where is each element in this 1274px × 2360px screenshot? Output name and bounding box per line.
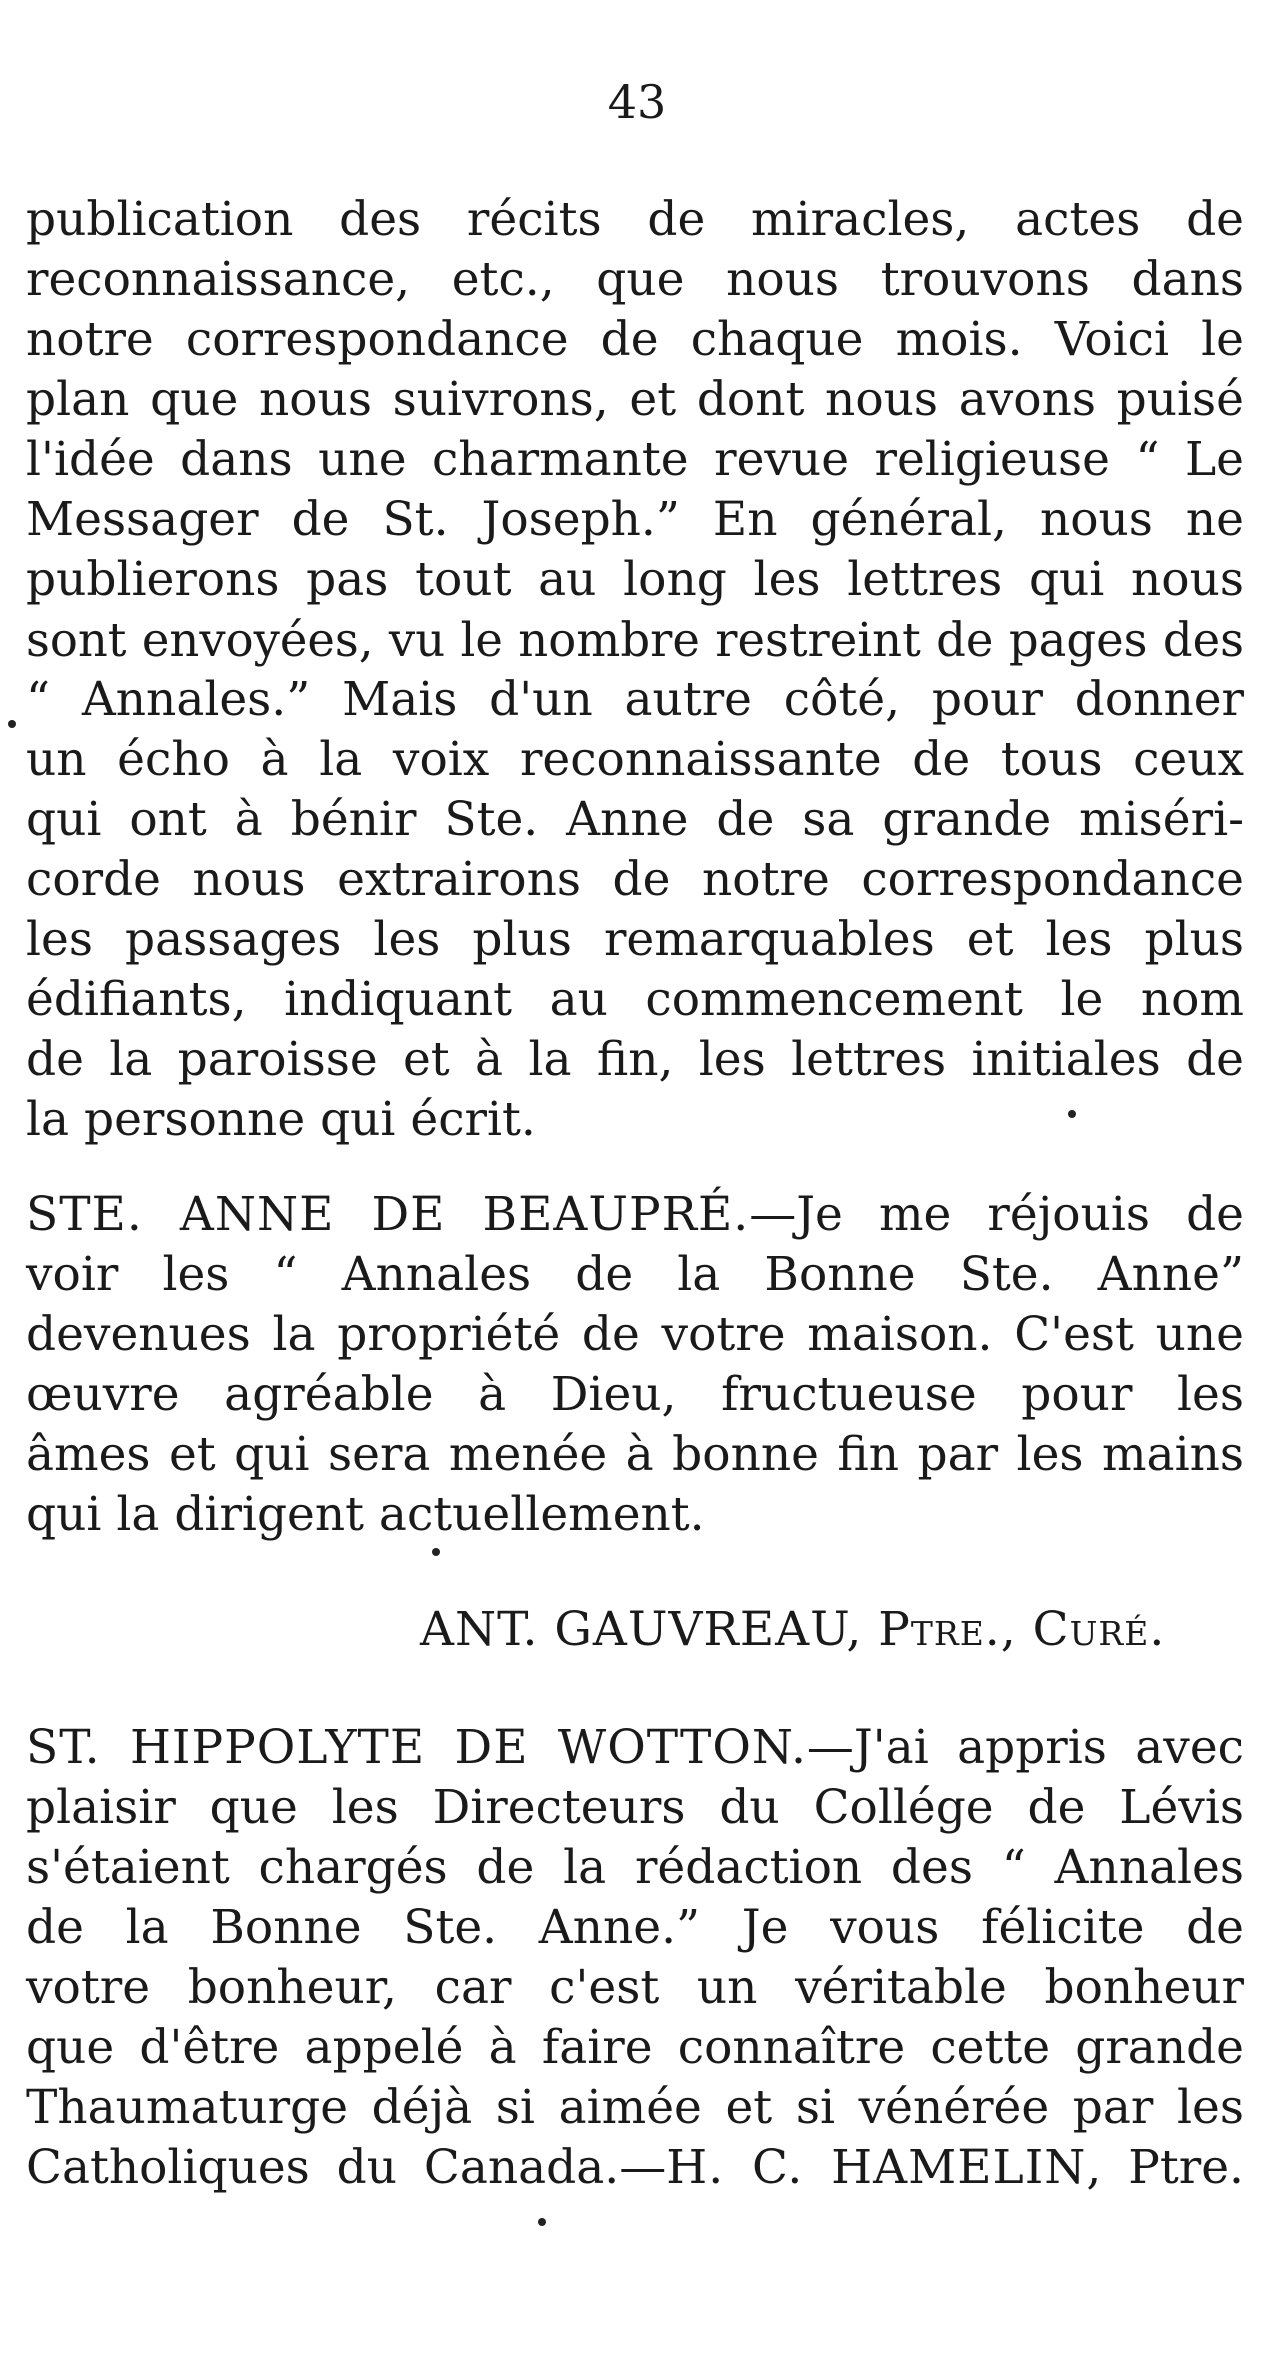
letter-signature: H. C. HAMELIN <box>666 2140 1087 2195</box>
intro-line: les passages les plus remarquables et les plus <box>26 912 1244 967</box>
intro-line: sont envoyées, vu le nombre restreint de pages des <box>26 613 1244 667</box>
letter-st-hippolyte-de-wotton <box>26 1718 1244 2198</box>
intro-line: Messager de St. Joseph.” En général, nous ne <box>26 492 1244 547</box>
intro-line: reconnaissance, etc., que nous trouvons dans <box>26 252 1244 307</box>
intro-line: de la paroisse et à la fin, les lettres initiales de <box>26 1032 1244 1087</box>
letter-line: qui la dirigent actuellement. <box>26 1487 705 1542</box>
letter-line: Thaumaturge déjà si aimée et si vénérée par les <box>26 2080 1244 2135</box>
letter-line: œuvre agréable à Dieu, fructueuse pour les <box>26 1367 1244 1422</box>
letter-place: STE. ANNE DE BEAUPRÉ. <box>26 1187 750 1242</box>
letter-line: plaisir que les Directeurs du Collége de Lévis <box>26 1780 1244 1835</box>
letter-last-line-text: Catholiques du Canada.— <box>26 2140 667 2195</box>
print-speck <box>538 2218 546 2226</box>
letter-line: devenues la propriété de votre maison. C'est une <box>26 1307 1244 1362</box>
intro-line: plan que nous suivrons, et dont nous avons puisé <box>26 372 1244 427</box>
intro-line: la personne qui écrit. <box>26 1092 536 1147</box>
intro-line: publierons pas tout au long les lettres qui nous <box>26 552 1244 607</box>
intro-line: l'idée dans une charmante revue religieuse “ Le <box>26 432 1244 487</box>
intro-line: publication des récits de miracles, actes de <box>26 192 1244 247</box>
letter-line: âmes et qui sera menée à bonne fin par les mains <box>26 1427 1244 1482</box>
intro-line: corde nous extrairons de notre correspondance <box>26 852 1244 907</box>
print-speck <box>8 720 16 728</box>
letter-signature-suffix: , Ptre. <box>1086 2140 1244 2195</box>
intro-line: édifiants, indiquant au commencement le nom <box>26 972 1244 1027</box>
letter-line: voir les “ Annales de la Bonne Ste. Anne” <box>26 1247 1244 1302</box>
letter-line: que d'être appelé à faire connaître cette grande <box>26 2020 1244 2075</box>
letter-line: s'étaient chargés de la rédaction des “ Annales <box>26 1840 1244 1895</box>
letter-first-line <box>26 1718 1244 1778</box>
letter-ste-anne-de-beaupre <box>26 1185 1244 1545</box>
print-speck <box>1068 1110 1076 1118</box>
print-speck <box>432 1548 440 1556</box>
letter-line: de la Bonne Ste. Anne.” Je vous félicite de <box>26 1900 1244 1955</box>
letter-signature: ANT. GAUVREAU, Ptre., Curé. <box>420 1602 1166 1657</box>
intro-line: notre correspondance de chaque mois. Voici le <box>26 312 1244 367</box>
intro-line: “ Annales.” Mais d'un autre côté, pour donner <box>26 672 1244 727</box>
letter-first-line-text: —Je me réjouis de <box>749 1187 1244 1242</box>
letter-line: votre bonheur, car c'est un véritable bonheur <box>26 1960 1244 2015</box>
letter-place: ST. HIPPOLYTE DE WOTTON. <box>26 1720 807 1775</box>
page-number: 43 <box>607 75 667 129</box>
letter-first-line-text: —J'ai appris avec <box>806 1720 1244 1775</box>
intro-line: qui ont à bénir Ste. Anne de sa grande miséri- <box>26 792 1244 847</box>
intro-line: un écho à la voix reconnaissante de tous ceux <box>26 732 1244 787</box>
intro-paragraph <box>26 190 1244 1150</box>
letter-last-line <box>26 2138 1244 2198</box>
letter-first-line <box>26 1185 1244 1245</box>
